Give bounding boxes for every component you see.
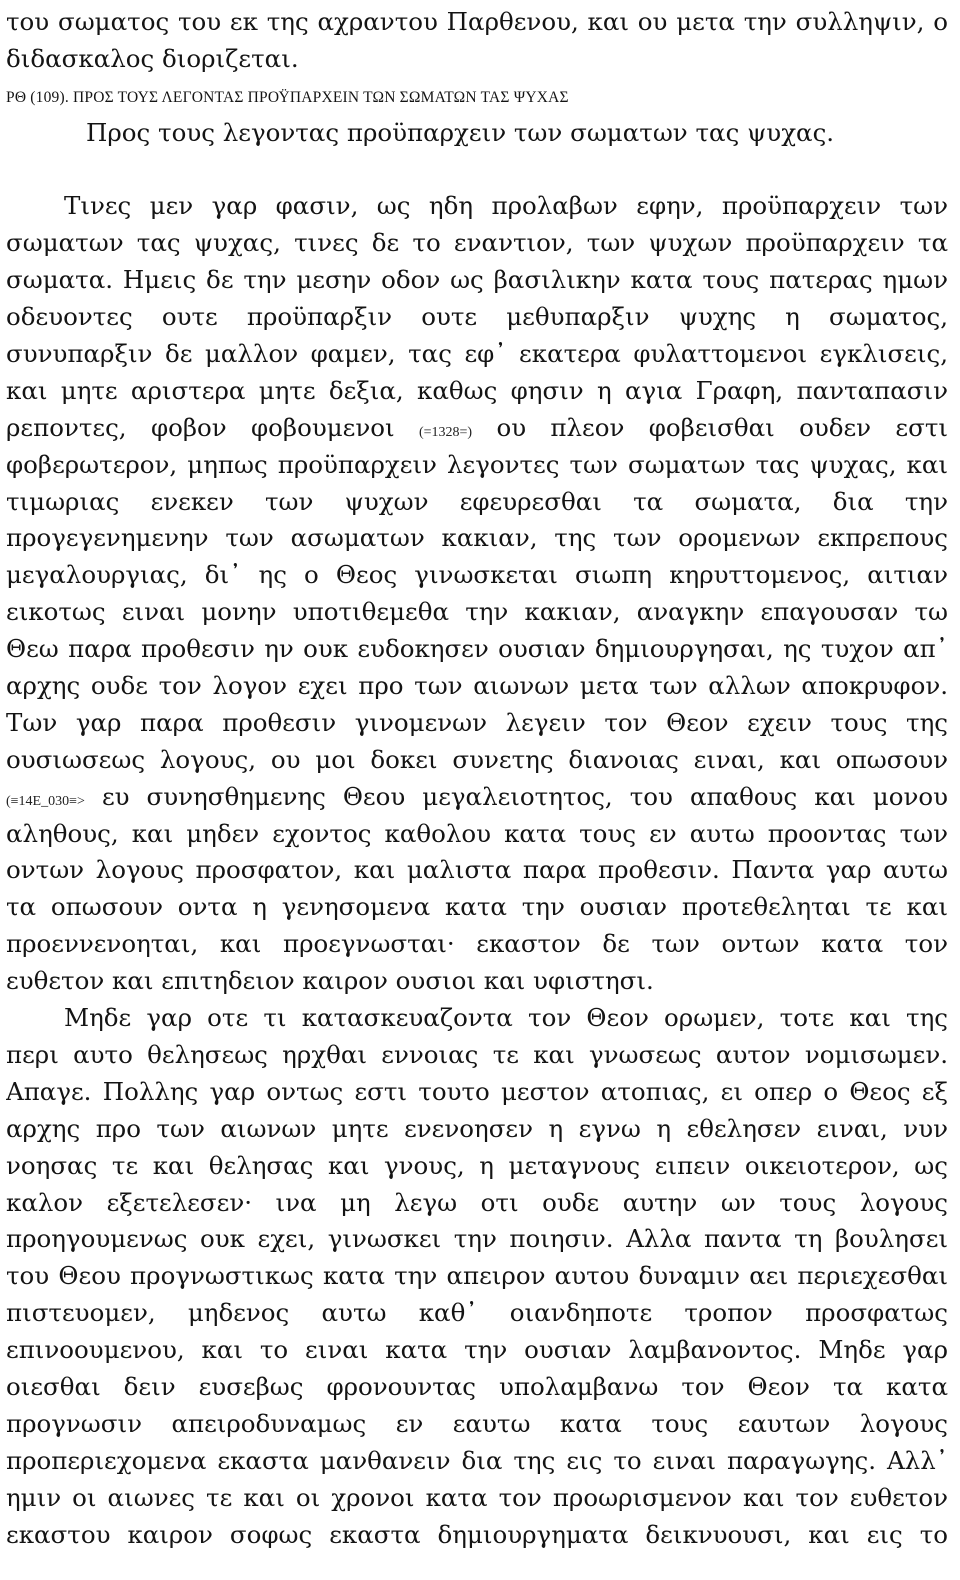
paragraph-gap (6, 152, 948, 189)
text-line: προεννενοηται, και προεγνωσται· εκαστον δε των οντων κατα τον (6, 929, 948, 959)
text-line: επινοουμενου, και το ειναι κατα την ουσιαν λαμβανοντος. Μηδε γαρ (6, 1335, 948, 1365)
text-line: μεγαλουργιας, δι᾽ ης ο Θεος γινωσκεται σιωπη κηρυττομενος, αιτιαν (6, 560, 948, 590)
text-line: αρχης προ των αιωνων μητε ενενοησεν η εγνω η εθελησεν ειναι, νυν (6, 1113, 948, 1143)
text-line: οιεσθαι δειν ευσεβως φρονουντας υπολαμβανω τον Θεον τα κατα (6, 1371, 948, 1401)
text-line: του Θεου προγνωστικως κατα την απειρον αυτου δυναμιν αει περιεχεσθαι (6, 1261, 948, 1291)
text-line: οντων λογους προσφατον, και μαλιστα παρα προθεσιν. Παντα γαρ αυτω (6, 855, 948, 885)
text-line: περι αυτο θελησεως ηρχθαι εννοιας τε και γνωσεως αυτον νομισωμεν. (6, 1039, 948, 1069)
page-marker: (=1328=) (418, 424, 473, 440)
text-line: οδευοντες ουτε προϋπαρξιν ουτε μεθυπαρξιν ψυχης η σωματος, (6, 302, 948, 332)
text-line: προηγουμενως ουκ εχει, γινωσκει την ποιησιν. Αλλα παντα τη βουλησει (6, 1224, 948, 1254)
text-segment: ρεποντες, φοβον φοβουμενοι (6, 412, 395, 442)
text-line: του σωματος του εκ της αχραντου Παρθενου, και ου μετα την συλληψιν, ο (6, 7, 948, 36)
text-line: Θεω παρα προθεσιν ην ουκ ευδοκησεν ουσιαν δημιουργησαι, ης τυχον απ᾽ (6, 634, 948, 664)
text-line: ημιν οι αιωνες τε και οι χρονοι κατα τον προωρισμενον και τον ευθετον (6, 1482, 948, 1512)
text-line: προπεριεχομενα εκαστα μανθανειν δια της εις το ειναι παραγωγης. Αλλ᾽ (6, 1445, 948, 1475)
text-line: πιστευομεν, μηδενος αυτω καθ᾽ οιανδηποτε τροπον προσφατως (6, 1298, 948, 1328)
text-line: Απαγε. Πολλης γαρ οντως εστι τουτο μεστον ατοπιας, ει οπερ ο Θεος εξ (6, 1076, 948, 1106)
text-line: φοβερωτερον, μηπως προϋπαρχειν λεγοντες των σωματων τας ψυχας, και (6, 449, 948, 479)
text-line: καλον εξετελεσεν· ινα μη λεγω οτι ουδε αυτην ων τους λογους (6, 1187, 948, 1217)
text-line: αληθους, και μηδεν εχοντος καθολου κατα τους εν αυτω προοντας των (6, 818, 948, 848)
text-line: εκαστου καιρον σοφως εκαστα δημιουργηματα δεικνυουσι, και εις το (6, 1519, 948, 1549)
text-line: προγεγενημενην των ασωματων κακιαν, της των ορομενων εκπρεπους (6, 523, 948, 553)
text-line: Μηδε γαρ οτε τι κατασκευαζοντα τον Θεον ορωμεν, τοτε και της (64, 1003, 948, 1033)
text-line: σωματων τας ψυχας, τινες δε το εναντιον, των ψυχων προϋπαρχειν τα (6, 228, 948, 258)
text-line: τα οπωσουν οντα η γενησομενα κατα την ουσιαν προτεθεληται τε και (6, 892, 948, 922)
document-page (6, 0, 948, 1553)
text-line: Τινες μεν γαρ φασιν, ως ηδη προλαβων εφην, προϋπαρχειν των (64, 191, 948, 221)
text-line: Των γαρ παρα προθεσιν γινομενων λεγειν τον Θεον εχειν τους της (6, 707, 948, 737)
text-line: και μητε αριστερα μητε δεξια, καθως φησιν η αγια Γραφη, πανταπασιν (6, 375, 948, 405)
text-line-with-marker (6, 779, 948, 816)
text-line: εικοτως ειναι μονην υποτιθεμεθα την κακιαν, αναγκην επαγουσαν τω (6, 597, 948, 627)
text-line: σωματα. Ημεις δε την μεσην οδον ως βασιλικην κατα τους πατερας ημων (6, 265, 948, 295)
text-line: ουσιωσεως λογους, ου μοι δοκει συνετης διανοιας ειναι, και οπωσουν (6, 744, 948, 774)
text-line: τιμωριας ενεκεν των ψυχων εφευρεσθαι τα σωματα, δια την (6, 486, 948, 516)
text-line: αρχης ουδε τον λογον εχει προ των αιωνων μετα των αλλων αποκρυφον. (6, 671, 948, 701)
text-line: συνυπαρξιν δε μαλλον φαμεν, τας εφ᾽ εκατερα φυλαττομενοι εγκλισεις, (6, 339, 948, 369)
section-title: Προς τους λεγοντας προϋπαρχειν των σωματων τας ψυχας. (86, 117, 835, 147)
text-line: ευθετον και επιτηδειον καιρον ουσιοι και υφιστησι. (6, 966, 654, 996)
text-segment: ευ συνησθημενης Θεου μεγαλειοτητος, του απαθους και μονου (101, 781, 948, 811)
page-marker: (≡14E_030≡> (6, 793, 85, 809)
text-line-with-marker (6, 410, 948, 447)
text-line: διδασκαλος διοριζεται. (6, 43, 299, 73)
text-line: προγνωσιν απειροδυναμως εν εαυτω κατα τους εαυτων λογους (6, 1408, 948, 1438)
text-segment: ου πλεον φοβεισθαι ουδεν εστι (496, 412, 948, 442)
text-line: νοησας τε και θελησας και γνους, η μεταγνους ειπειν οικειοτερον, ως (6, 1150, 948, 1180)
section-heading: ΡΘ (109). ΠΡΟΣ ΤΟΥΣ ΛΕΓΟΝΤΑΣ ΠΡΟΫΠΑΡΧΕΙΝ ΤΩΝ ΣΩΜΑΤΩΝ ΤΑΣ ΨΥΧΑΣ (6, 88, 569, 106)
